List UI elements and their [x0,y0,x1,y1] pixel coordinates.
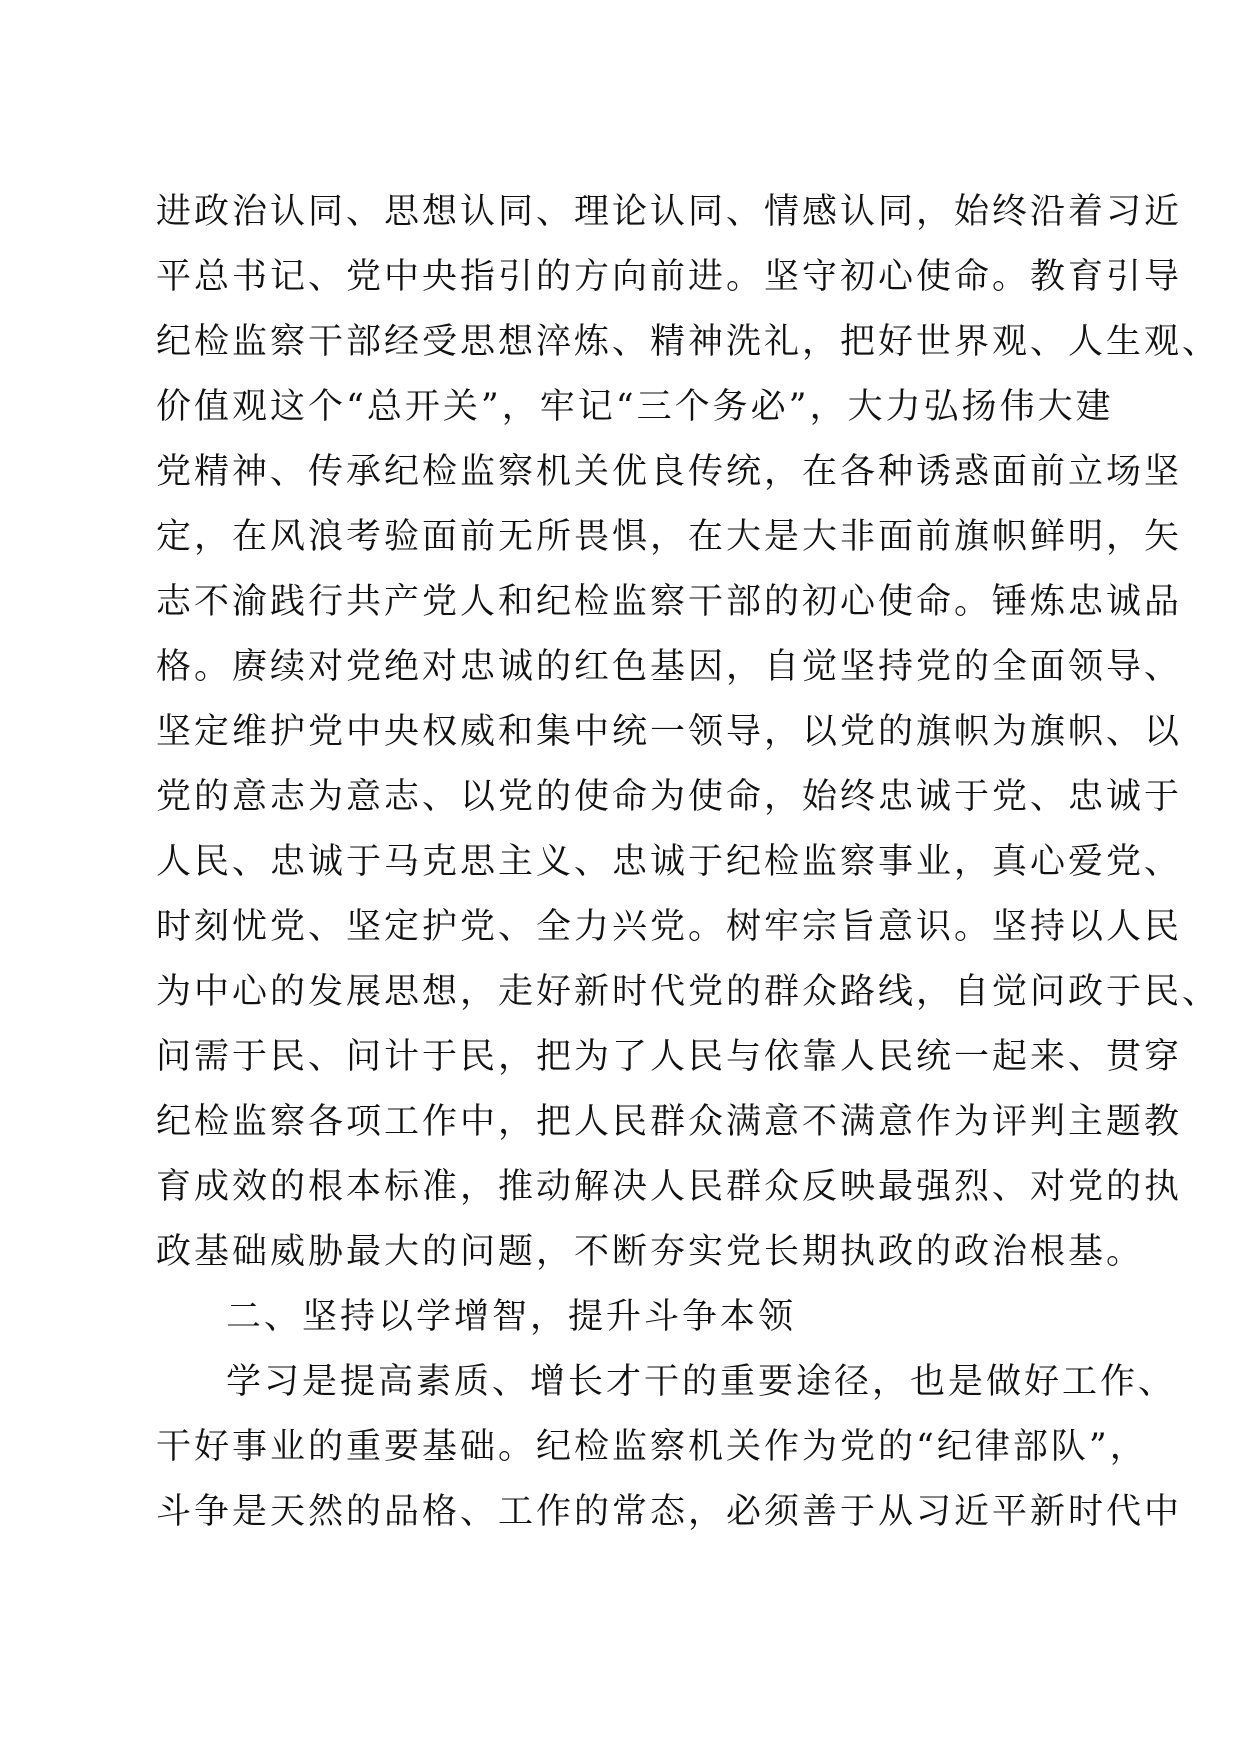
text-line: 为中心的发展思想，走好新时代党的群众路线，自觉问政于民、 [156,972,1221,1012]
text-line: 坚定维护党中央权威和集中统一领导，以党的旗帜为旗帜、以 [156,712,1183,752]
text-line: 纪检监察干部经受思想淬炼、精神洗礼，把好世界观、人生观、 [156,322,1221,362]
text-line: 平总书记、党中央指引的方向前进。坚守初心使命。教育引导 [156,257,1183,297]
text-line: 斗争是天然的品格、工作的常态，必须善于从习近平新时代中 [156,1492,1183,1532]
text-line: 党精神、传承纪检监察机关优良传统，在各种诱惑面前立场坚 [156,452,1183,492]
text-line: 定，在风浪考验面前无所畏惧，在大是大非面前旗帜鲜明，矢 [156,517,1183,557]
text-line: 进政治认同、思想认同、理论认同、情感认同，始终沿着习近 [156,192,1183,232]
text-line: 格。赓续对党绝对忠诚的红色基因，自觉坚持党的全面领导、 [156,647,1183,687]
text-line: 时刻忧党、坚定护党、全力兴党。树牢宗旨意识。坚持以人民 [156,907,1183,947]
section-heading: 二、坚持以学增智，提升斗争本领 [226,1297,797,1337]
text-line: 干好事业的重要基础。纪检监察机关作为党的“纪律部队”， [156,1427,1148,1467]
text-line: 政基础威胁最大的问题，不断夯实党长期执政的政治根基。 [156,1232,1145,1272]
text-line: 人民、忠诚于马克思主义、忠诚于纪检监察事业，真心爱党、 [156,842,1183,882]
text-line: 问需于民、问计于民，把为了人民与依靠人民统一起来、贯穿 [156,1037,1183,1077]
text-line: 价值观这个“总开关”，牢记“三个务必”，大力弘扬伟大建 [156,387,1114,427]
paragraph-start-line: 学习是提高素质、增长才干的重要途径，也是做好工作、 [226,1362,1177,1402]
text-line: 党的意志为意志、以党的使命为使命，始终忠诚于党、忠诚于 [156,777,1183,817]
text-line: 育成效的根本标准，推动解决人民群众反映最强烈、对党的执 [156,1167,1183,1207]
text-line: 志不渝践行共产党人和纪检监察干部的初心使命。锤炼忠诚品 [156,582,1183,622]
text-line: 纪检监察各项工作中，把人民群众满意不满意作为评判主题教 [156,1102,1183,1142]
body-text [156,180,1221,1545]
